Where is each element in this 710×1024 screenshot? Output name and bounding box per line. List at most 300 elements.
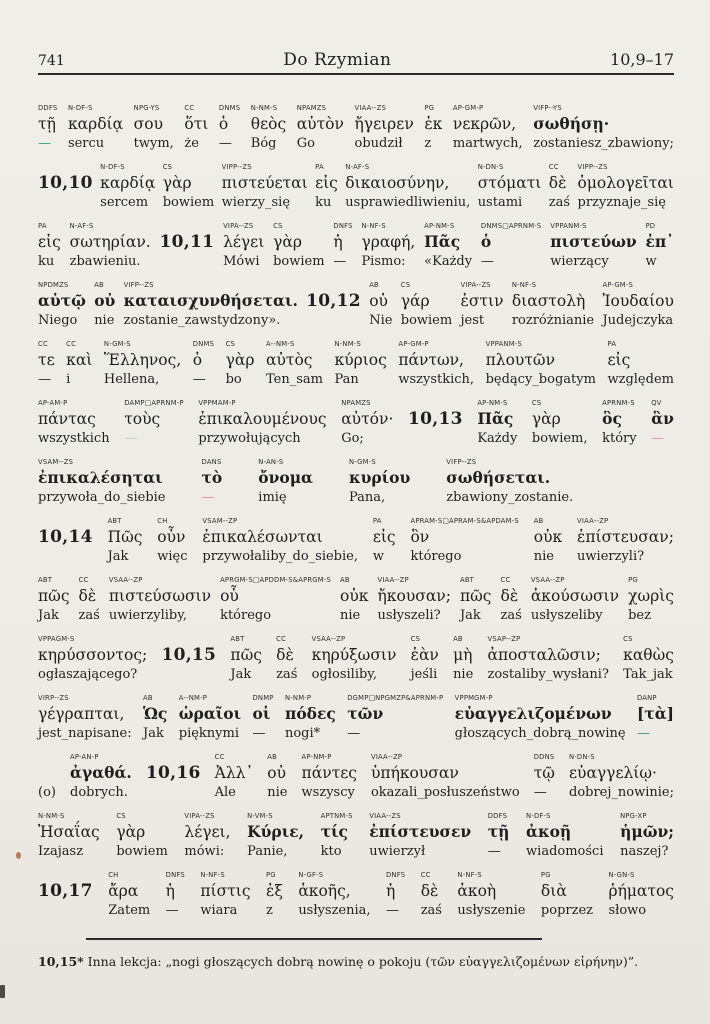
grammar-code: DDNS [533, 753, 555, 761]
grammar-code: AB [267, 753, 277, 761]
polish-gloss: z [424, 136, 432, 151]
polish-gloss [38, 194, 42, 211]
greek-word: οὐκ [533, 528, 563, 546]
interlinear-line [38, 221, 674, 270]
polish-gloss: zostanie_zawstydzony». [123, 313, 281, 328]
grammar-code: DDFS [38, 104, 58, 112]
polish-gloss: Go; [341, 431, 364, 446]
grammar-code: VIAA--ZS [354, 104, 386, 112]
grammar-code: AP-AM-P [38, 399, 68, 407]
greek-word: Ἀλλ᾽ [214, 764, 254, 782]
polish-gloss: Judejczyka [602, 313, 674, 328]
greek-word: Πᾶς [424, 232, 461, 251]
grammar-code: AP-AN-P [70, 753, 99, 761]
greek-word: ὁ [218, 115, 229, 133]
grammar-code: CC [420, 871, 431, 879]
grammar-code [38, 162, 40, 172]
grammar-code: CS [225, 340, 236, 348]
polish-gloss: Pismo: [361, 254, 406, 269]
polish-gloss: zaś [548, 195, 571, 210]
grammar-code: N-DF-S [67, 104, 93, 112]
word-unit [198, 398, 326, 447]
polish-gloss: rozróżnianie [511, 313, 595, 328]
polish-gloss: jest_napisane: [38, 726, 132, 741]
greek-word: Ὡς [142, 704, 168, 723]
grammar-code: PG [266, 871, 276, 879]
polish-gloss: — [165, 903, 179, 918]
word-unit [341, 398, 393, 447]
polish-gloss: — [252, 726, 266, 741]
verse-ref-unit [408, 398, 463, 447]
verse-number: 10,14 [38, 527, 93, 547]
word-unit [620, 811, 674, 860]
grammar-code: ABT [230, 635, 245, 643]
word-unit [637, 693, 674, 742]
word-unit [100, 162, 155, 211]
page-number: 741 [38, 53, 65, 69]
polish-gloss: uwierzyli? [577, 549, 645, 564]
polish-gloss: nie [453, 667, 474, 682]
grammar-code: DANS [201, 458, 222, 466]
polish-gloss: — [480, 254, 494, 269]
grammar-code: VIPA--ZS [184, 812, 215, 820]
interlinear-line [38, 516, 674, 565]
word-unit [534, 752, 555, 801]
word-unit [79, 575, 100, 624]
page-title: Do Rzymian [283, 50, 392, 70]
word-unit [608, 870, 674, 919]
word-unit [340, 575, 368, 624]
verse-ref-unit [306, 280, 361, 329]
greek-word: γὰρ [225, 351, 255, 369]
grammar-code: AP-NM-S [477, 399, 508, 407]
polish-gloss: okazali_posłuszeństwo [370, 785, 520, 800]
polish-gloss: Hellena, [103, 372, 160, 387]
word-unit [273, 221, 324, 270]
greek-word: κηρύξωσιν [311, 646, 397, 664]
polish-gloss: — [201, 490, 215, 505]
grammar-code: NPAMZS [296, 104, 327, 112]
greek-word: ἐπικαλέσωνται [202, 528, 323, 546]
word-unit [401, 280, 452, 329]
interlinear-line [38, 575, 674, 624]
greek-word: ὁμολογεῖται [577, 174, 674, 192]
grammar-code: PG [540, 871, 551, 879]
grammar-code: ABT [459, 576, 475, 584]
greek-word: κυρίου [349, 468, 411, 487]
polish-gloss: jeśli [410, 667, 438, 682]
footnote-body: Inna lekcja: „nogi głoszących dobrą nowinę o pokoju (τῶν εὐαγγελιζομένων εἰρήνην)”. [83, 954, 639, 969]
polish-gloss: ogłaszającego? [38, 667, 138, 682]
interlinear-line [38, 457, 674, 506]
word-unit [541, 870, 593, 919]
word-unit [411, 634, 439, 683]
grammar-code: QV [651, 399, 662, 407]
greek-word: ἡ [165, 882, 175, 900]
word-unit [453, 634, 473, 683]
grammar-code: N-DF-S [100, 163, 125, 171]
greek-word: Ἰουδαίου [602, 292, 674, 310]
greek-word: καταισχυνθήσεται. [123, 291, 298, 310]
polish-gloss: Nie [369, 313, 393, 328]
word-unit [315, 162, 338, 211]
greek-word: λέγει [223, 233, 265, 251]
greek-word: τῶν [347, 704, 384, 723]
polish-gloss: usłyszenie [457, 903, 526, 918]
polish-gloss: i [66, 372, 71, 387]
word-unit [486, 339, 596, 388]
word-unit [38, 280, 86, 329]
greek-word: πῶς [459, 587, 492, 605]
greek-word: εὐαγγελιζομένων [454, 704, 612, 723]
greek-word: ἐὰν [410, 646, 439, 664]
grammar-code: AB [453, 635, 463, 643]
interlinear-line [38, 634, 674, 683]
interlinear-text [38, 103, 674, 919]
grammar-code: N-NF-S [361, 222, 386, 230]
grammar-code: N-DN-S [569, 753, 595, 761]
grammar-code: ABT [38, 576, 53, 584]
greek-word: ἡμῶν; [620, 822, 674, 841]
grammar-code: DNMP [252, 694, 274, 702]
grammar-code: CC [214, 753, 225, 761]
word-unit [501, 575, 522, 624]
greek-word: αὐτὸν [296, 115, 344, 133]
grammar-code: N-GM-S [349, 458, 376, 466]
word-unit [222, 162, 308, 211]
grammar-code: CH [157, 517, 168, 525]
verse-number: 10,13 [407, 409, 463, 429]
verse-ref-unit [38, 162, 93, 211]
greek-word: μὴ [453, 646, 473, 664]
word-unit [302, 752, 357, 801]
grammar-code: VPPANM-S [550, 222, 587, 230]
word-unit [179, 693, 241, 742]
polish-gloss: Jak [38, 608, 59, 623]
grammar-code: DDFS [487, 812, 508, 820]
word-unit [373, 516, 396, 565]
polish-gloss: usłyszeliby [530, 608, 603, 623]
word-unit [478, 162, 542, 211]
greek-word: δὲ [78, 587, 97, 605]
verse-ref-unit [38, 870, 93, 919]
polish-gloss [161, 666, 165, 683]
word-unit [446, 457, 573, 506]
greek-word: ὃν [410, 528, 430, 546]
greek-word: νεκρῶν, [452, 115, 517, 133]
grammar-code: N-DN-S [477, 163, 504, 171]
grammar-code: N-NF-S [457, 871, 482, 879]
grammar-code: CS [162, 163, 173, 171]
grammar-code: VSAM--ZS [38, 458, 74, 466]
polish-gloss: Izajasz [38, 844, 84, 859]
word-unit [70, 221, 151, 270]
greek-word: σου [133, 115, 163, 133]
greek-word: ὑπήκουσαν [370, 764, 459, 782]
polish-gloss: — [38, 372, 51, 387]
greek-word: χωρὶς [628, 587, 674, 605]
polish-gloss: ogłosiliby, [311, 667, 378, 682]
polish-gloss: w [372, 549, 384, 564]
greek-word: στόματι [477, 174, 542, 192]
greek-word: γὰρ [162, 174, 192, 192]
word-unit [267, 752, 287, 801]
polish-gloss: nie [340, 608, 361, 623]
greek-word: ἐξ [266, 882, 283, 900]
polish-gloss: przywołaliby_do_siebie, [202, 549, 358, 564]
grammar-code: CH [108, 871, 119, 879]
polish-gloss: Jak [142, 726, 164, 741]
greek-word: ἐπικαλέσηται [38, 468, 163, 487]
polish-gloss: ustami [477, 195, 523, 210]
grammar-code: CC [78, 576, 89, 584]
grammar-code: VPPMAM-P [198, 399, 236, 407]
grammar-code [38, 870, 40, 880]
polish-gloss: sercem [100, 195, 149, 210]
verse-number: 10,12 [306, 291, 361, 311]
grammar-code: VPPANM-S [485, 340, 522, 348]
greek-word: οὐ [369, 292, 388, 310]
polish-gloss: — [192, 372, 206, 387]
polish-gloss: pięknymi [178, 726, 240, 741]
grammar-code: CS [400, 281, 411, 289]
greek-word: Ἠσαΐας [38, 823, 100, 841]
polish-gloss: Panie, [247, 844, 288, 859]
grammar-code: CS [116, 812, 126, 820]
greek-word: ἐπ᾽ [645, 232, 674, 251]
word-unit [577, 516, 674, 565]
greek-word: εἰς [38, 233, 61, 251]
word-unit [477, 398, 517, 447]
polish-gloss: Mówi [223, 254, 260, 269]
grammar-code: AP-GM-S [602, 281, 634, 289]
greek-word: σωτηρίαν. [69, 233, 151, 251]
polish-gloss: ku [315, 195, 332, 210]
greek-word: ἤγειρεν [354, 115, 414, 133]
polish-gloss: bowiem [116, 844, 168, 859]
grammar-code: N-AN-S [258, 458, 284, 466]
greek-word: ἐκ [424, 115, 443, 133]
word-unit [252, 693, 273, 742]
polish-gloss: który [602, 431, 637, 446]
page-header [38, 50, 674, 75]
grammar-code: N-DF-S [526, 812, 551, 820]
grammar-code: N-NM-P [284, 694, 312, 702]
polish-gloss: zaś [420, 903, 442, 918]
word-unit [398, 339, 474, 388]
word-unit [116, 811, 167, 860]
polish-gloss: Jak [230, 667, 252, 682]
greek-word: ὁ [192, 351, 203, 369]
greek-word: πάντων, [398, 351, 464, 369]
word-unit [230, 634, 262, 683]
grammar-code [160, 221, 162, 231]
polish-gloss: bo [225, 372, 242, 387]
polish-gloss: Ale [214, 785, 236, 800]
word-unit [68, 103, 123, 152]
grammar-code: VIRP--ZS [38, 694, 69, 702]
polish-gloss: — [636, 726, 650, 741]
polish-gloss: zostaliby_wysłani? [487, 667, 609, 682]
grammar-code: VIFP--ZS [123, 281, 154, 289]
grammar-code: ABT [107, 517, 122, 525]
greek-word: πάντας [38, 410, 96, 428]
verse-ref-unit [160, 221, 215, 270]
word-unit [457, 870, 525, 919]
word-unit [345, 162, 470, 211]
greek-word: ἤκουσαν; [377, 587, 451, 605]
greek-word: ἀκοῇ [526, 822, 572, 841]
polish-gloss: bez [628, 608, 651, 623]
verse-range: 10,9–17 [610, 50, 674, 69]
greek-word: δικαιοσύνην, [345, 174, 450, 192]
word-unit [298, 870, 370, 919]
greek-word: καθὼς [623, 646, 674, 664]
grammar-code: AB [340, 576, 350, 584]
grammar-code: VSAA--ZP [530, 576, 565, 584]
footnote-text [38, 954, 674, 969]
word-unit [602, 398, 637, 447]
polish-gloss: przyznaje_się [577, 195, 666, 210]
greek-word: διαστολὴ [511, 292, 586, 310]
word-unit [70, 752, 132, 801]
word-unit [38, 103, 57, 152]
grammar-code [408, 398, 410, 408]
greek-word: ἂν [651, 409, 674, 428]
polish-gloss: bowiem, [531, 431, 588, 446]
grammar-code: N-NM-S [38, 812, 65, 820]
grammar-code: AP-GM-P [452, 104, 484, 112]
greek-word [38, 762, 43, 784]
polish-gloss: imię [258, 490, 287, 505]
greek-word: ἀκούσωσιν [530, 587, 620, 605]
polish-gloss: nie [94, 313, 115, 328]
word-unit [184, 811, 230, 860]
polish-gloss: nie [533, 549, 554, 564]
word-unit [38, 693, 132, 742]
polish-gloss: — [38, 136, 51, 151]
word-unit [550, 221, 636, 270]
grammar-code: CS [410, 635, 421, 643]
greek-word: πάντες [301, 764, 357, 782]
polish-gloss: twym, [133, 136, 174, 151]
grammar-code: VIAA--ZP [370, 753, 403, 761]
grammar-code [161, 634, 163, 644]
word-unit [531, 575, 619, 624]
polish-gloss: — [651, 431, 665, 446]
word-unit [623, 634, 674, 683]
word-unit [533, 103, 674, 152]
polish-gloss: że [184, 136, 199, 151]
polish-gloss [38, 902, 42, 919]
polish-gloss: bowiem [162, 195, 215, 210]
grammar-code: N-NF-S [200, 871, 225, 879]
grammar-code: APTNM-S [320, 812, 353, 820]
polish-gloss: Zatem [108, 903, 151, 918]
greek-word: ὅτι [184, 115, 209, 133]
word-unit [266, 339, 323, 388]
grammar-code: CC [276, 635, 287, 643]
grammar-code: VIAA--ZS [369, 812, 401, 820]
grammar-code: DANP [636, 694, 657, 702]
verse-number: 10,16 [145, 763, 201, 783]
grammar-code: VIPA--ZS [223, 222, 254, 230]
polish-gloss: Jak [107, 549, 129, 564]
word-unit [276, 634, 297, 683]
polish-gloss: (o) [38, 785, 56, 800]
word-unit [534, 516, 562, 565]
word-unit [424, 103, 442, 152]
greek-word: πόδες [284, 704, 336, 723]
greek-word: ἀκοῆς, [298, 882, 351, 900]
interlinear-line [38, 398, 674, 447]
greek-word: οὐ [267, 764, 287, 782]
polish-gloss: zbawiony_zostanie. [446, 490, 574, 505]
grammar-code [146, 752, 148, 762]
polish-gloss: — [386, 903, 399, 918]
greek-word: γὰρ [273, 233, 302, 251]
greek-word: ἡ [333, 233, 343, 251]
greek-word: Ἕλληνος, [103, 351, 182, 369]
word-unit [184, 103, 208, 152]
polish-gloss: względem [607, 372, 674, 387]
word-unit [628, 575, 674, 624]
word-unit [607, 339, 674, 388]
interlinear-line [38, 752, 674, 801]
word-unit [109, 575, 211, 624]
greek-word: καὶ [66, 351, 93, 369]
interlinear-line [38, 339, 674, 388]
greek-word: ἐστιν [460, 292, 504, 310]
polish-gloss: zostaniesz_zbawiony; [533, 136, 674, 151]
grammar-code: VIAA--ZP [377, 576, 409, 584]
polish-gloss: wierzy_się [221, 195, 291, 210]
grammar-code: APRAM-S□APRAM-S&APDAM-S [410, 517, 519, 525]
grammar-code: AB [533, 517, 544, 525]
polish-gloss: zaś [78, 608, 100, 623]
grammar-code: A--NM-S [265, 340, 295, 348]
word-unit [38, 457, 166, 506]
word-unit [220, 575, 331, 624]
grammar-code: APRGM-S□APDDM-S&APRGM-S [220, 576, 331, 584]
polish-gloss: — [124, 431, 138, 446]
grammar-code: CS [531, 399, 542, 407]
polish-gloss: nogi* [284, 726, 321, 741]
word-unit [134, 103, 174, 152]
greek-word: ὄνομα [258, 468, 313, 487]
word-unit [526, 811, 603, 860]
grammar-code: PA [315, 163, 324, 171]
verse-number: 10,10 [38, 173, 93, 193]
grammar-code: NPAMZS [341, 399, 371, 407]
word-unit [349, 457, 410, 506]
word-unit [488, 811, 510, 860]
greek-word: σωθήσεται. [446, 468, 551, 487]
word-unit [645, 221, 674, 270]
grammar-code: N-GF-S [298, 871, 324, 879]
footnote-ref: 10,15* [38, 954, 84, 969]
grammar-code: N-NM-S [334, 340, 361, 348]
word-unit [361, 221, 415, 270]
word-unit [602, 280, 673, 329]
greek-word: καρδίᾳ [67, 115, 124, 133]
footnote [38, 938, 674, 969]
polish-gloss: bowiem [273, 254, 325, 269]
greek-word: ἄρα [108, 882, 139, 900]
grammar-code: VIPP--ZS [577, 163, 608, 171]
interlinear-line [38, 870, 674, 919]
polish-gloss: uwierzył [369, 844, 426, 859]
